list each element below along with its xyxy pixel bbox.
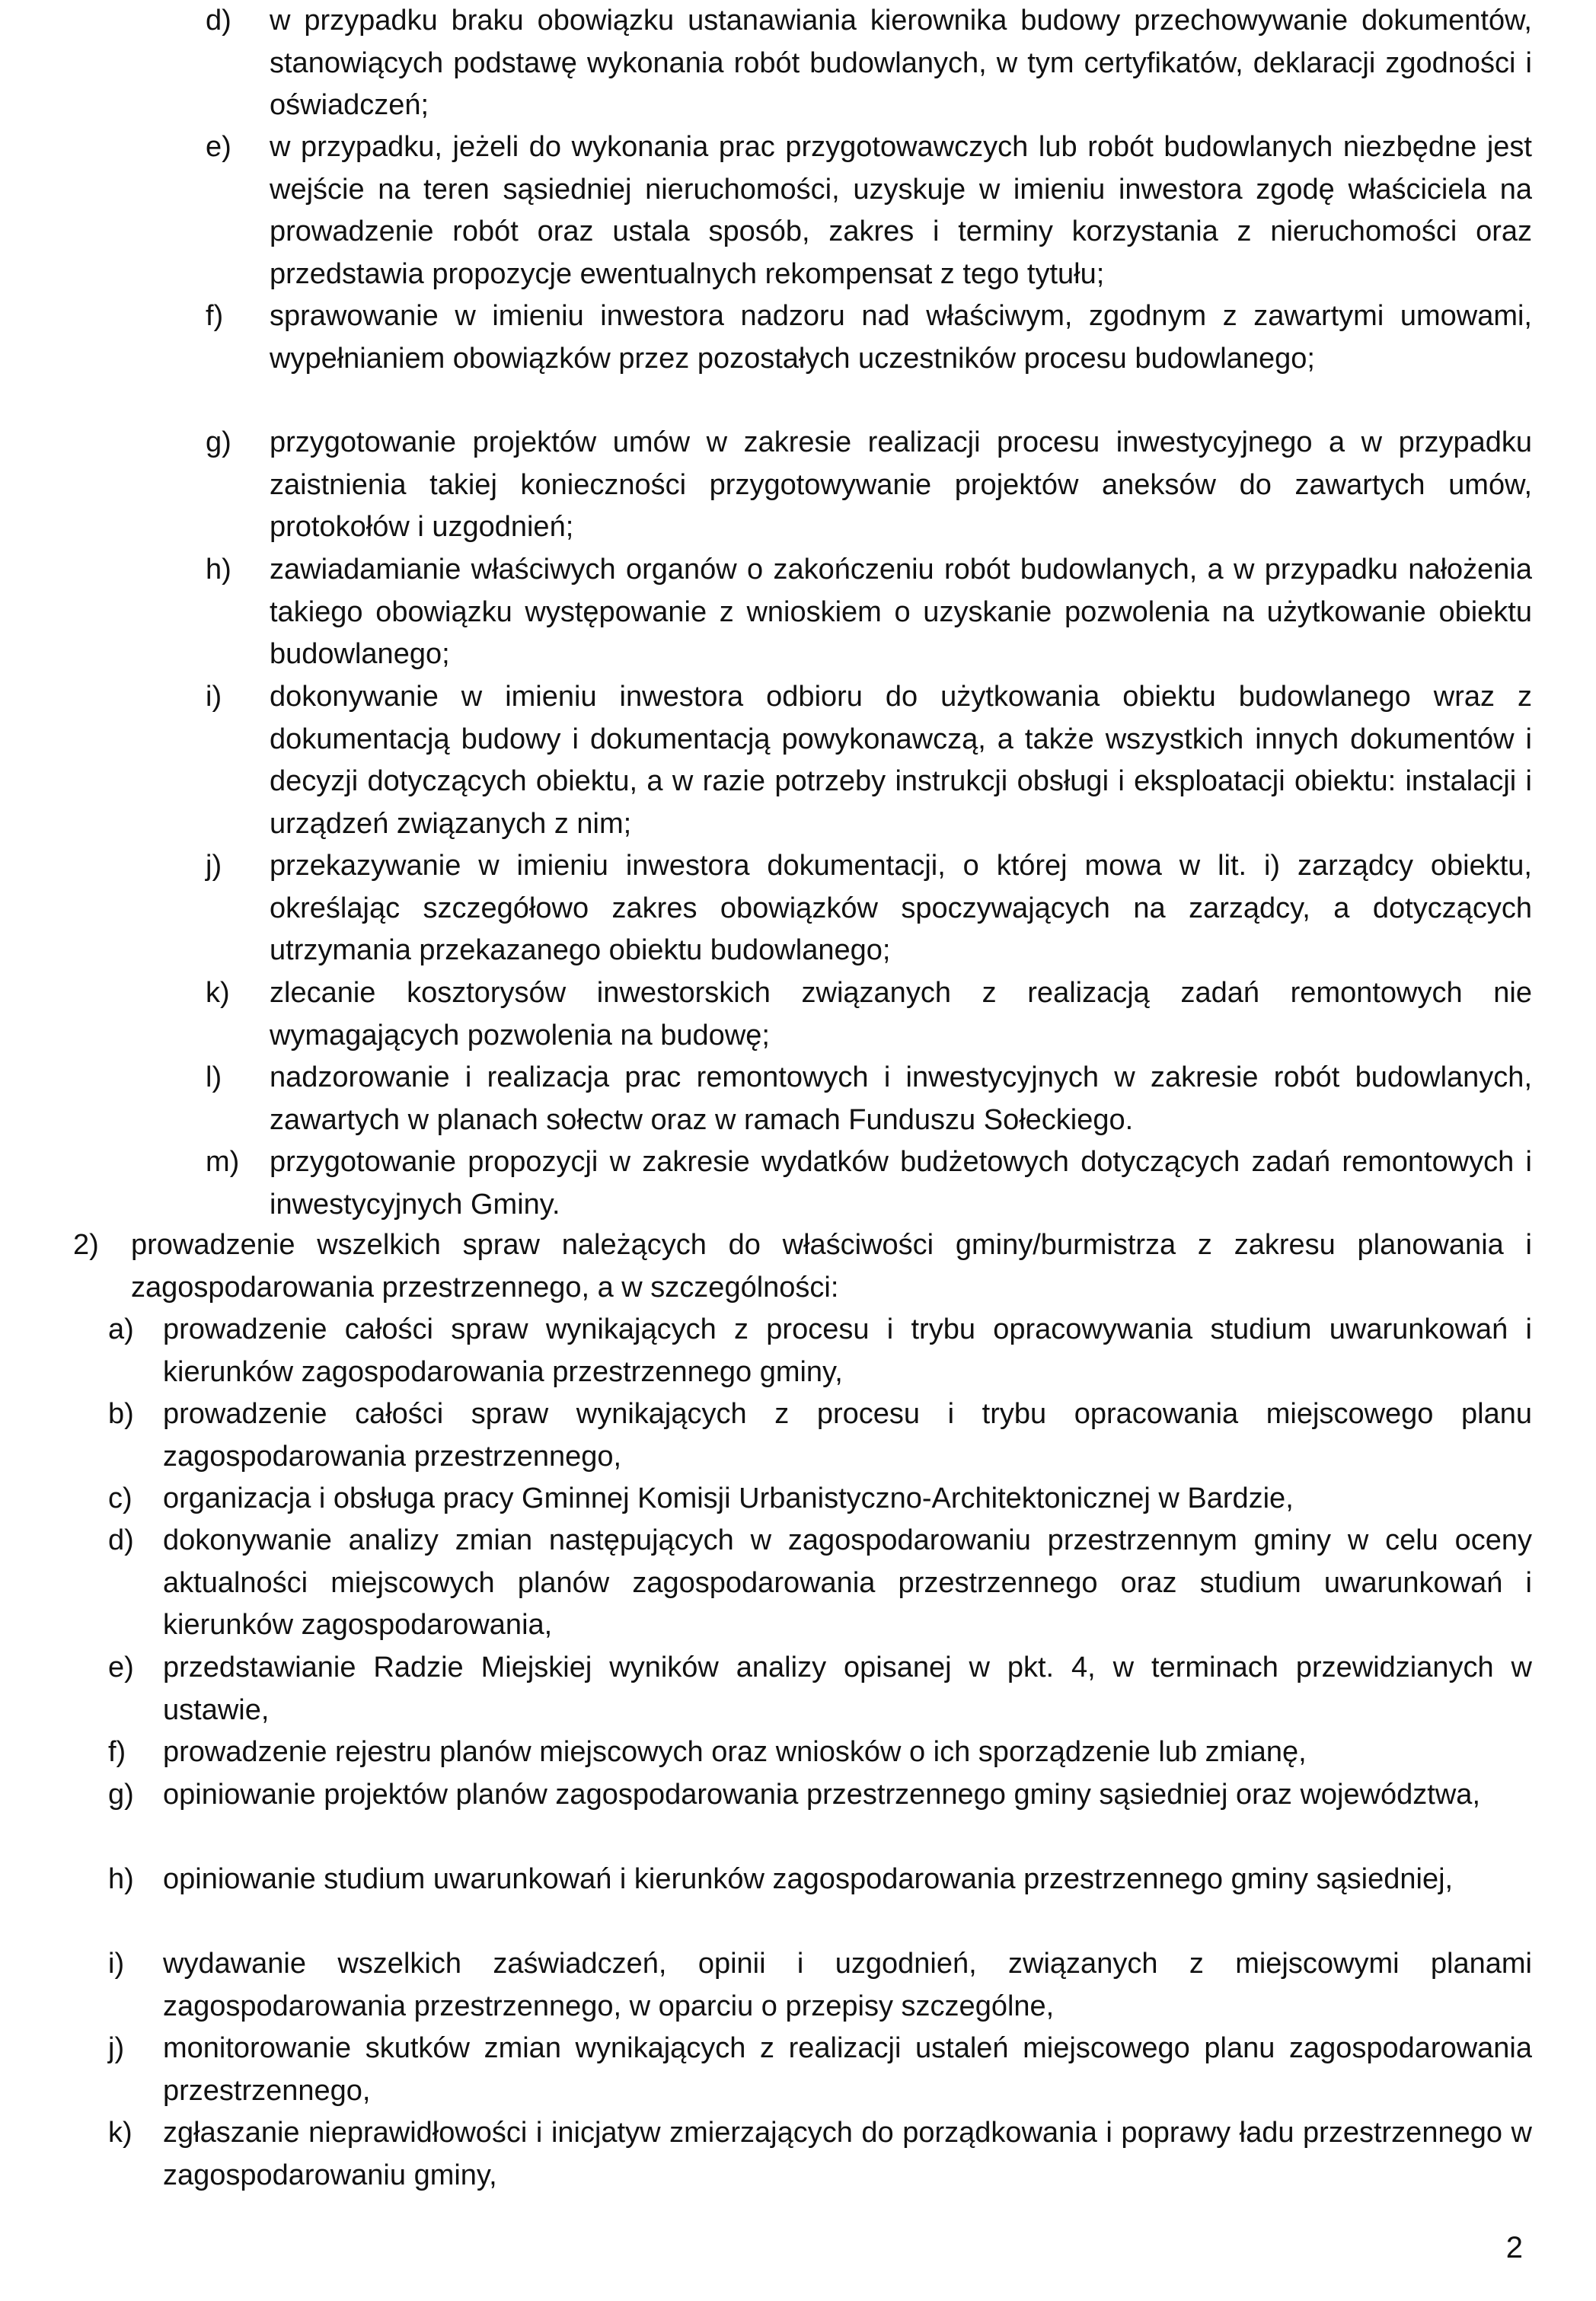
list-item <box>108 1943 1532 2028</box>
list-item <box>206 0 1532 127</box>
list-item-label: m) <box>206 1146 240 1178</box>
list-item <box>206 422 1532 549</box>
list-item-label: h) <box>206 554 231 586</box>
list-item <box>206 972 1532 1057</box>
list-item <box>108 1731 1532 1774</box>
list-item-text: organizacja i obsługa pracy Gminnej Komisji Urbanistyczno-Architektonicznej w Bardzie, <box>163 1482 1294 1514</box>
list-item-label: g) <box>108 1779 134 1811</box>
main-point-label: 2) <box>73 1229 99 1261</box>
list-item-text: zgłaszanie nieprawidłowości i inicjatyw zmierzających do porządkowania i poprawy ładu przestrzennego w zagospodarowaniu gminy, <box>163 2117 1532 2191</box>
list-item <box>108 1478 1532 1521</box>
list-item-text: dokonywanie w imieniu inwestora odbioru do użytkowania obiektu budowlanego wraz z dokumentacją budowy i dokumentacją powykonawczą, a także wszystkich innych dokumentów i decyzji dotyczących obiektu, a w razie potrzeby instrukcji obsługi i eksploatacji obiektu: instalacji i urządzeń związanych z nim; <box>270 681 1532 840</box>
list-item-text: prowadzenie rejestru planów miejscowych oraz wniosków o ich sporządzenie lub zmianę, <box>163 1736 1307 1768</box>
list-item-label: i) <box>206 681 222 713</box>
list-item-text: przedstawianie Radzie Miejskiej wyników analizy opisanej w pkt. 4, w terminach przewidzianych w ustawie, <box>163 1652 1532 1726</box>
list-item <box>206 676 1532 845</box>
list-item-text: zlecanie kosztorysów inwestorskich związanych z realizacją zadań remontowych nie wymagających pozwolenia na budowę; <box>270 977 1532 1052</box>
list-item-text: nadzorowanie i realizacja prac remontowych i inwestycyjnych w zakresie robót budowlanych, zawartych w planach sołectw oraz w ramach Funduszu Sołeckiego. <box>270 1061 1532 1136</box>
list-item-label: i) <box>108 1948 125 1980</box>
list-item-label: k) <box>108 2117 132 2149</box>
list-item-text: wydawanie wszelkich zaświadczeń, opinii i uzgodnień, związanych z miejscowymi planami zagospodarowania przestrzennego, w oparciu o przepisy szczególne, <box>163 1948 1532 2022</box>
list-item <box>206 1057 1532 1141</box>
list-item-label: f) <box>206 300 224 332</box>
list-item-label: l) <box>206 1061 222 1093</box>
list-item-text: w przypadku braku obowiązku ustanawiania kierownika budowy przechowywanie dokumentów, stanowiących podstawę wykonania robót budowlanych, w tym certyfikatów, deklaracji zgodności i oświadczeń; <box>270 5 1532 121</box>
list-item <box>206 549 1532 676</box>
main-point-text: prowadzenie wszelkich spraw należących do właściwości gminy/burmistrza z zakresu planowania i zagospodarowania przestrzennego, a w szczególności: <box>131 1229 1532 1304</box>
list-item-text: prowadzenie całości spraw wynikających z procesu i trybu opracowywania studium uwarunkowań i kierunków zagospodarowania przestrzennego gminy, <box>163 1313 1532 1388</box>
list-item-label: h) <box>108 1863 134 1895</box>
list-item-label: a) <box>108 1313 134 1345</box>
list-item <box>206 845 1532 972</box>
list-item-label: j) <box>206 850 222 882</box>
list-item-text: sprawowanie w imieniu inwestora nadzoru nad właściwym, zgodnym z zawartymi umowami, wypełnianiem obowiązków przez pozostałych uczestników procesu budowlanego; <box>270 300 1532 375</box>
list-item <box>108 1774 1532 1817</box>
list-item <box>108 2112 1532 2197</box>
list-item-label: d) <box>206 5 231 37</box>
list-item-text: prowadzenie całości spraw wynikających z procesu i trybu opracowania miejscowego planu zagospodarowania przestrzennego, <box>163 1398 1532 1473</box>
list-item-label: k) <box>206 977 230 1009</box>
list-item-text: zawiadamianie właściwych organów o zakończeniu robót budowlanych, a w przypadku nałożenia takiego obowiązku występowanie z wnioskiem o uzyskanie pozwolenia na użytkowanie obiektu budowlanego; <box>270 554 1532 670</box>
list-item <box>108 1647 1532 1731</box>
list-item-label: b) <box>108 1398 134 1430</box>
list-item-text: dokonywanie analizy zmian następujących w zagospodarowaniu przestrzennym gminy w celu oceny aktualności miejscowych planów zagospodarowania przestrzennego oraz studium uwarunkowań i kierunków zagospodarowania, <box>163 1524 1532 1641</box>
list-item-label: d) <box>108 1524 134 1556</box>
main-point-2 <box>73 1224 1532 1309</box>
list-item <box>108 1520 1532 1647</box>
list-item-label: j) <box>108 2032 125 2064</box>
list-item-label: g) <box>206 426 231 458</box>
list-item <box>206 126 1532 295</box>
list-item <box>108 2028 1532 2112</box>
list-item-text: opiniowanie studium uwarunkowań i kierunków zagospodarowania przestrzennego gminy sąsiedniej, <box>163 1863 1454 1895</box>
list-item-text: przygotowanie projektów umów w zakresie realizacji procesu inwestycyjnego a w przypadku zaistnienia takiej konieczności przygotowywanie projektów aneksów do zawartych umów, protokołów i uzgodnień; <box>270 426 1532 543</box>
list-item-label: e) <box>108 1652 134 1683</box>
list-item-label: c) <box>108 1482 132 1514</box>
list-item-text: w przypadku, jeżeli do wykonania prac przygotowawczych lub robót budowlanych niezbędne jest wejście na teren sąsiedniej nieruchomości, uzyskuje w imieniu inwestora zgodę właściciela na prowadzenie robót oraz ustala sposób, zakres i terminy korzystania z nieruchomości oraz przedstawia propozycje ewentualnych rekompensat z tego tytułu; <box>270 131 1532 290</box>
list-item-text: monitorowanie skutków zmian wynikających z realizacji ustaleń miejscowego planu zagospodarowania przestrzennego, <box>163 2032 1532 2107</box>
list-item-text: przygotowanie propozycji w zakresie wydatków budżetowych dotyczących zadań remontowych i inwestycyjnych Gminy. <box>270 1146 1532 1221</box>
list-item-label: e) <box>206 131 231 163</box>
list-item <box>108 1393 1532 1478</box>
list-item <box>108 1309 1532 1393</box>
page-number: 2 <box>1505 2231 1523 2264</box>
list-item <box>206 1141 1532 1226</box>
list-item <box>206 295 1532 380</box>
list-item <box>108 1859 1532 1901</box>
list-item-label: f) <box>108 1736 126 1768</box>
list-item-text: przekazywanie w imieniu inwestora dokumentacji, o której mowa w lit. i) zarządcy obiektu, określając szczegółowo zakres obowiązków spoczywających na zarządcy, a dotyczących utrzymania przekazanego obiektu budowlanego; <box>270 850 1532 966</box>
list-item-text: opiniowanie projektów planów zagospodarowania przestrzennego gminy sąsiedniej oraz województwa, <box>163 1779 1481 1811</box>
